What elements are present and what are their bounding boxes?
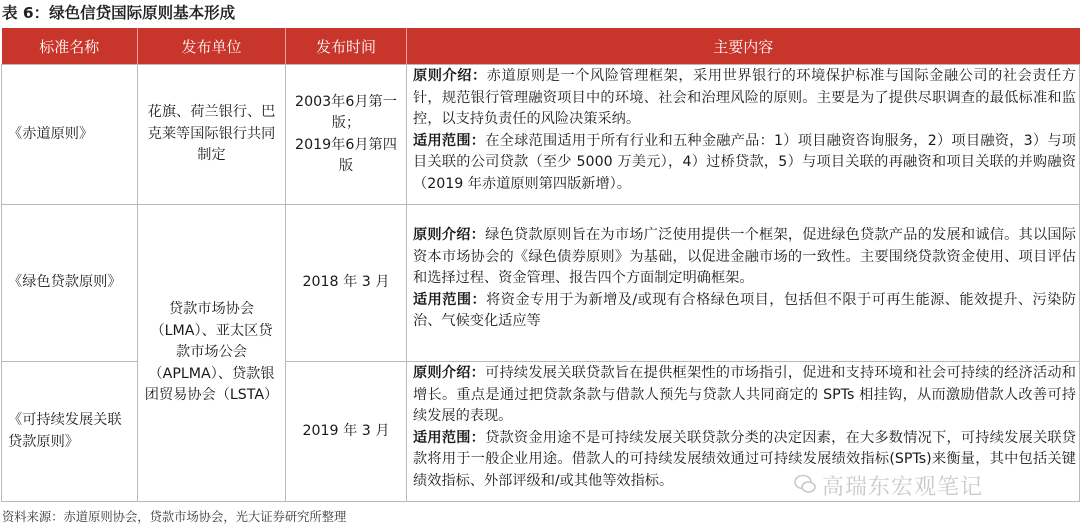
row-name: 《赤道原则》: [2, 65, 138, 205]
header-date: 发布时间: [286, 28, 407, 65]
row-publisher: 花旗、荷兰银行、巴克莱等国际银行共同制定: [138, 65, 286, 205]
row-date: 2018 年 3 月: [286, 205, 407, 362]
scope-label: 适用范围：: [413, 291, 487, 308]
intro-text: 可持续发展关联贷款旨在提供框架性的市场指引，促进和支持环境和社会可持续的经济活动和增长。重点是通过把贷款条款与借款人预先与贷款人共同商定的 SPTs 相挂钩，从而激励借款人改善可持续发展的表现。: [413, 365, 1076, 424]
principles-table: [1, 28, 1080, 502]
table-header-row: [2, 28, 1080, 65]
row-content: [407, 362, 1080, 502]
scope-paragraph: [413, 428, 1076, 493]
intro-paragraph: [413, 66, 1076, 131]
row-date: [286, 65, 407, 205]
row-content: [407, 65, 1080, 205]
source-note: 资料来源：赤道原则协会，贷款市场协会，光大证券研究所整理: [2, 510, 347, 524]
intro-label: 原则介绍：: [413, 68, 487, 84]
scope-paragraph: [413, 131, 1076, 196]
intro-paragraph: [413, 363, 1076, 428]
date-line: 2003年6月第一: [295, 93, 397, 110]
watermark: 高瑞东宏观笔记: [822, 475, 984, 500]
intro-text: 赤道原则是一个风险管理框架，采用世界银行的环境保护标准与国际金融公司的社会责任方针，规范银行管理融资项目中的环境、社会和治理风险的原则。主要是为了提供尽职调查的最低标准和监控，以支持负责任的风险决策采纳。: [413, 68, 1076, 127]
row-name: 《可持续发展关联贷款原则》: [2, 362, 138, 502]
intro-paragraph: [413, 225, 1076, 290]
scope-text: 贷款资金用途不是可持续发展关联贷款分类的决定因素，在大多数情况下，可持续发展关联贷款将用于一般企业用途。借款人的可持续发展绩效通过可持续发展绩效指标(SPTs)来衡量，其中包括关键绩效指标、外部评级和/或其他等效指标。: [413, 429, 1076, 489]
scope-text: 将资金专用于为新增及/或现有合格绿色项目，包括但不限于可再生能源、能效提升、污染防治、气候变化适应等: [413, 291, 1076, 329]
row-date: 2019 年 3 月: [286, 362, 407, 502]
intro-label: 原则介绍：: [413, 365, 486, 381]
table-caption: 表 6：绿色信贷国际原则基本形成: [2, 4, 236, 22]
table-row: [2, 205, 1080, 362]
table-row: [2, 65, 1080, 205]
intro-label: 原则介绍：: [413, 227, 486, 243]
wechat-icon: [793, 472, 817, 496]
date-line: 版: [338, 158, 354, 174]
header-content: 主要内容: [407, 28, 1080, 65]
date-line: 2019年6月第四: [295, 136, 397, 153]
date-line: 版；: [331, 115, 361, 131]
scope-text: 在全球范围适用于所有行业和五种金融产品：1）项目融资咨询服务，2）项目融资，3）与项目关联的公司贷款（至少 5000 万美元），4）过桥贷款，5）与项目关联的再融资和项目关联的并购融资（2019 年赤道原则第四版新增）。: [413, 132, 1076, 192]
row-publisher-shared: 贷款市场协会（LMA）、亚太区贷款市场公会（APLMA）、贷款银团贸易协会（LSTA）: [138, 205, 286, 502]
scope-label: 适用范围：: [413, 132, 486, 149]
row-content: [407, 205, 1080, 362]
scope-paragraph: [413, 290, 1076, 333]
header-name: 标准名称: [2, 28, 138, 65]
row-name: 《绿色贷款原则》: [2, 205, 138, 362]
scope-label: 适用范围：: [413, 429, 486, 446]
intro-text: 绿色贷款原则旨在为市场广泛使用提供一个框架，促进绿色贷款产品的发展和诚信。其以国际资本市场协会的《绿色债券原则》为基础，以促进金融市场的一致性。主要围绕贷款资金使用、项目评估和选择过程、资金管理、报告四个方面制定明确框架。: [413, 227, 1076, 286]
header-publisher: 发布单位: [138, 28, 286, 65]
